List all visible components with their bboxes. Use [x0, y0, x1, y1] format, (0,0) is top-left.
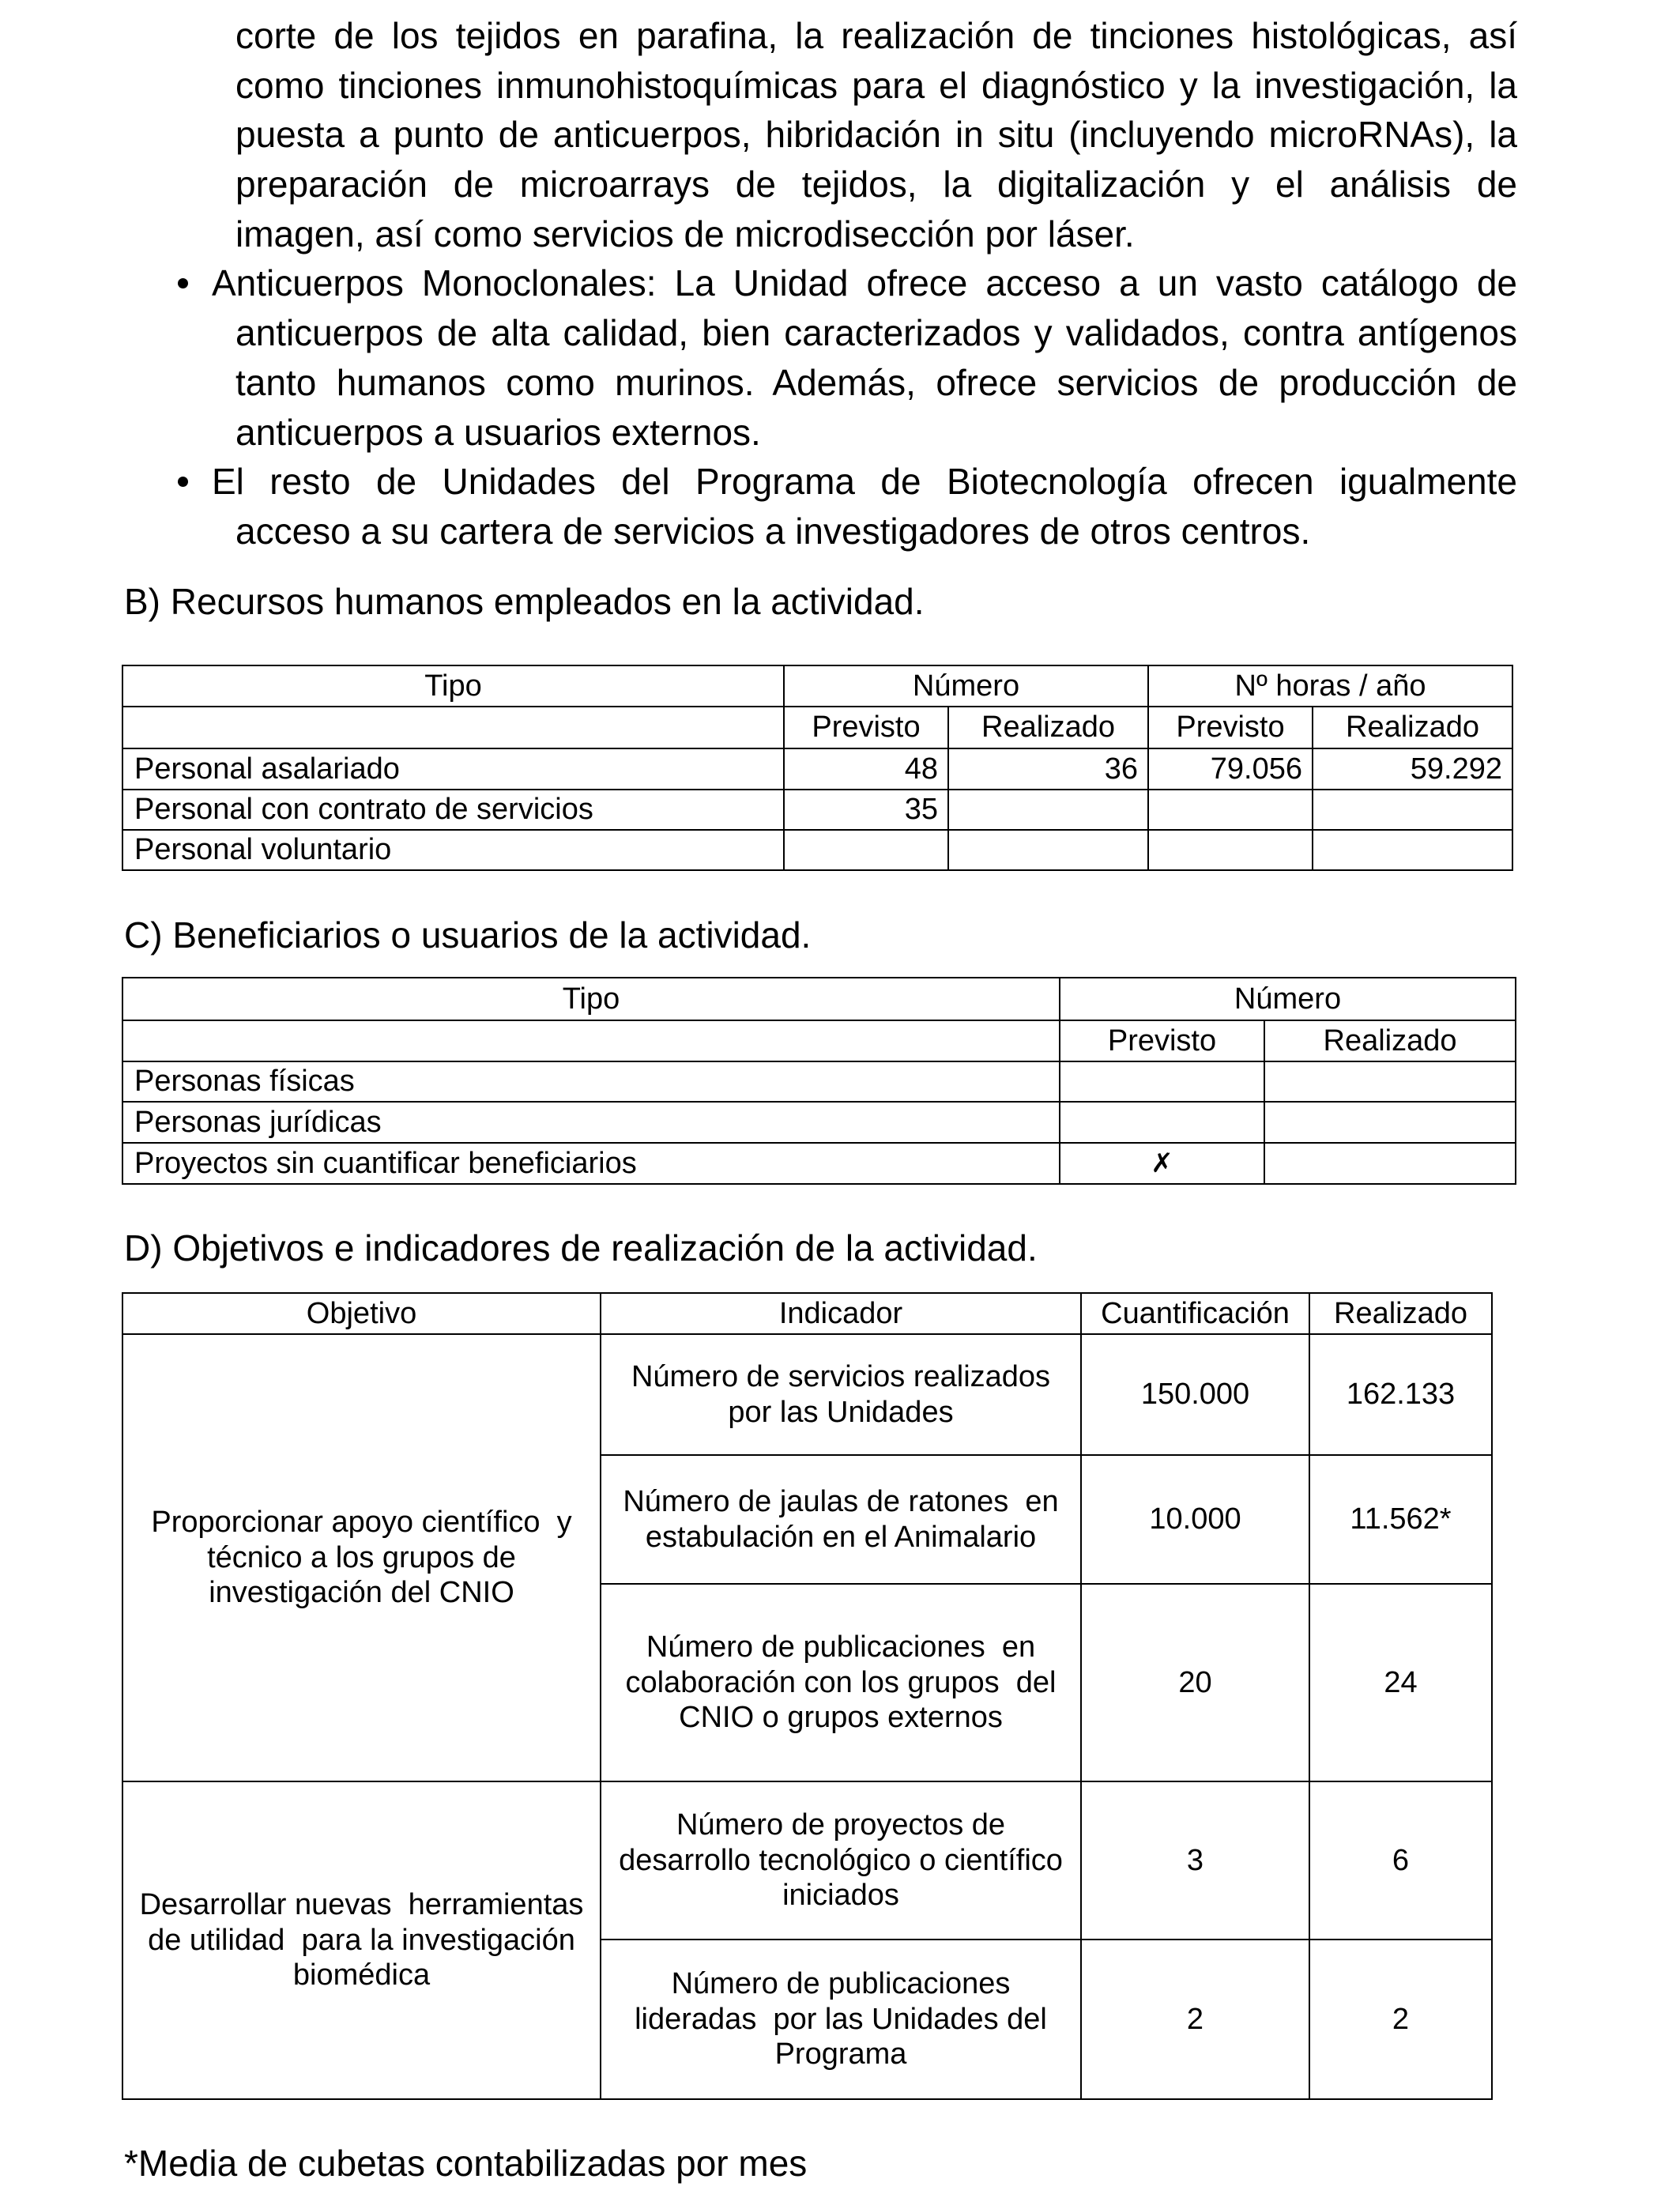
- table-subheader-row: [122, 707, 1512, 748]
- table-header-row: [122, 1293, 1492, 1334]
- header-horas: Nº horas / año: [1148, 665, 1512, 707]
- cell-numero-previsto: 48: [784, 748, 948, 790]
- cell-objetivo: Desarrollar nuevas herramientas de utilidad para la investigación biomédica: [122, 1781, 601, 2099]
- header-tipo: Tipo: [122, 978, 1060, 1020]
- footnote: *Media de cubetas contabilizadas por mes: [124, 2143, 808, 2184]
- bullet-icon: [178, 477, 188, 487]
- table-row: [122, 1781, 1492, 1940]
- cell-tipo: Personal asalariado: [122, 748, 784, 790]
- header-cuantificacion: Cuantificación: [1081, 1293, 1309, 1334]
- text-line: puesta a punto de anticuerpos, hibridación in situ (incluyendo microRNAs), la: [235, 114, 1517, 156]
- cell-realizado: [1264, 1143, 1516, 1184]
- table-subheader-row: [122, 1020, 1516, 1061]
- table-header-row: [122, 665, 1512, 707]
- section-d-heading: D) Objetivos e indicadores de realización de la actividad.: [124, 1227, 1038, 1269]
- cell-objetivo: Proporcionar apoyo científico y técnico a los grupos de investigación del CNIO: [122, 1334, 601, 1781]
- text-line: El resto de Unidades del Programa de Biotecnología ofrecen igualmente: [212, 461, 1517, 503]
- table-row: [122, 1143, 1516, 1184]
- section-b-heading: B) Recursos humanos empleados en la actividad.: [124, 581, 925, 622]
- cell-realizado: [1264, 1061, 1516, 1102]
- text-line: tanto humanos como murinos. Además, ofrece servicios de producción de: [235, 361, 1517, 403]
- cell-horas-realizado: 59.292: [1313, 748, 1512, 790]
- cell-realizado: 162.133: [1309, 1334, 1492, 1455]
- cell-indicador: Número de servicios realizados por las Unidades: [601, 1334, 1081, 1455]
- cell-numero-realizado: [948, 830, 1148, 870]
- cell-cuantificacion: 2: [1081, 1940, 1309, 2099]
- table-row: [122, 748, 1512, 790]
- header-tipo: Tipo: [122, 665, 784, 707]
- cell-previsto: [1060, 1061, 1264, 1102]
- cell-indicador: Número de publicaciones en colaboración con los grupos del CNIO o grupos externos: [601, 1584, 1081, 1781]
- header-realizado: Realizado: [1309, 1293, 1492, 1334]
- table-row: [122, 830, 1512, 870]
- header-realizado: Realizado: [1313, 707, 1512, 748]
- bullet-item-monoclonales: [212, 258, 1517, 308]
- table-row: [122, 790, 1512, 830]
- cell-numero-previsto: 35: [784, 790, 948, 830]
- checkmark-x-icon: ✗: [1060, 1143, 1264, 1184]
- cell-tipo: Personas jurídicas: [122, 1102, 1060, 1143]
- beneficiaries-table: [122, 977, 1516, 1185]
- cell-horas-previsto: 79.056: [1148, 748, 1313, 790]
- text-line: anticuerpos a usuarios externos.: [235, 411, 761, 453]
- cell-indicador: Número de publicaciones lideradas por las Unidades del Programa: [601, 1940, 1081, 2099]
- header-empty-cell: [122, 1020, 1060, 1061]
- cell-horas-previsto: [1148, 790, 1313, 830]
- section-c-heading: C) Beneficiarios o usuarios de la actividad.: [124, 914, 812, 956]
- header-realizado: Realizado: [948, 707, 1148, 748]
- header-empty-cell: [122, 707, 784, 748]
- text-line: anticuerpos de alta calidad, bien caracterizados y validados, contra antígenos: [235, 312, 1517, 354]
- bullet-item-resto-unidades: [212, 457, 1517, 507]
- table-row: [122, 1061, 1516, 1102]
- cell-cuantificacion: 20: [1081, 1584, 1309, 1781]
- cell-indicador: Número de jaulas de ratones en estabulación en el Animalario: [601, 1455, 1081, 1584]
- cell-realizado: 2: [1309, 1940, 1492, 2099]
- cell-tipo: Proyectos sin cuantificar beneficiarios: [122, 1143, 1060, 1184]
- header-realizado: Realizado: [1264, 1020, 1516, 1061]
- table-row: [122, 1102, 1516, 1143]
- cell-horas-previsto: [1148, 830, 1313, 870]
- cell-indicador: Número de proyectos de desarrollo tecnológico o científico iniciados: [601, 1781, 1081, 1940]
- text-line: corte de los tejidos en parafina, la realización de tinciones histológicas, así: [235, 15, 1517, 56]
- header-previsto: Previsto: [784, 707, 948, 748]
- bullet-icon: [178, 278, 188, 288]
- cell-numero-realizado: 36: [948, 748, 1148, 790]
- cell-tipo: Personal con contrato de servicios: [122, 790, 784, 830]
- text-line: imagen, así como servicios de microdisección por láser.: [235, 213, 1135, 254]
- cell-cuantificacion: 3: [1081, 1781, 1309, 1940]
- text-line: acceso a su cartera de servicios a investigadores de otros centros.: [235, 510, 1311, 552]
- cell-numero-realizado: [948, 790, 1148, 830]
- header-indicador: Indicador: [601, 1293, 1081, 1334]
- cell-realizado: 24: [1309, 1584, 1492, 1781]
- cell-numero-previsto: [784, 830, 948, 870]
- header-numero: Número: [784, 665, 1148, 707]
- service-list: [0, 11, 1680, 556]
- table-header-row: [122, 978, 1516, 1020]
- cell-realizado: [1264, 1102, 1516, 1143]
- cell-realizado: 11.562*: [1309, 1455, 1492, 1584]
- header-numero: Número: [1060, 978, 1516, 1020]
- human-resources-table: [122, 665, 1513, 871]
- cell-horas-realizado: [1313, 830, 1512, 870]
- cell-previsto: [1060, 1102, 1264, 1143]
- text-line: Anticuerpos Monoclonales: La Unidad ofrece acceso a un vasto catálogo de: [212, 262, 1517, 304]
- header-previsto: Previsto: [1060, 1020, 1264, 1061]
- text-line: como tinciones inmunohistoquímicas para el diagnóstico y la investigación, la: [235, 64, 1517, 106]
- cell-realizado: 6: [1309, 1781, 1492, 1940]
- header-previsto: Previsto: [1148, 707, 1313, 748]
- cell-horas-realizado: [1313, 790, 1512, 830]
- header-objetivo: Objetivo: [122, 1293, 601, 1334]
- table-row: [122, 1334, 1492, 1455]
- cell-cuantificacion: 10.000: [1081, 1455, 1309, 1584]
- text-line: preparación de microarrays de tejidos, la digitalización y el análisis de: [235, 164, 1517, 205]
- cell-cuantificacion: 150.000: [1081, 1334, 1309, 1455]
- cell-tipo: Personas físicas: [122, 1061, 1060, 1102]
- cell-tipo: Personal voluntario: [122, 830, 784, 870]
- objectives-table: [122, 1292, 1493, 2100]
